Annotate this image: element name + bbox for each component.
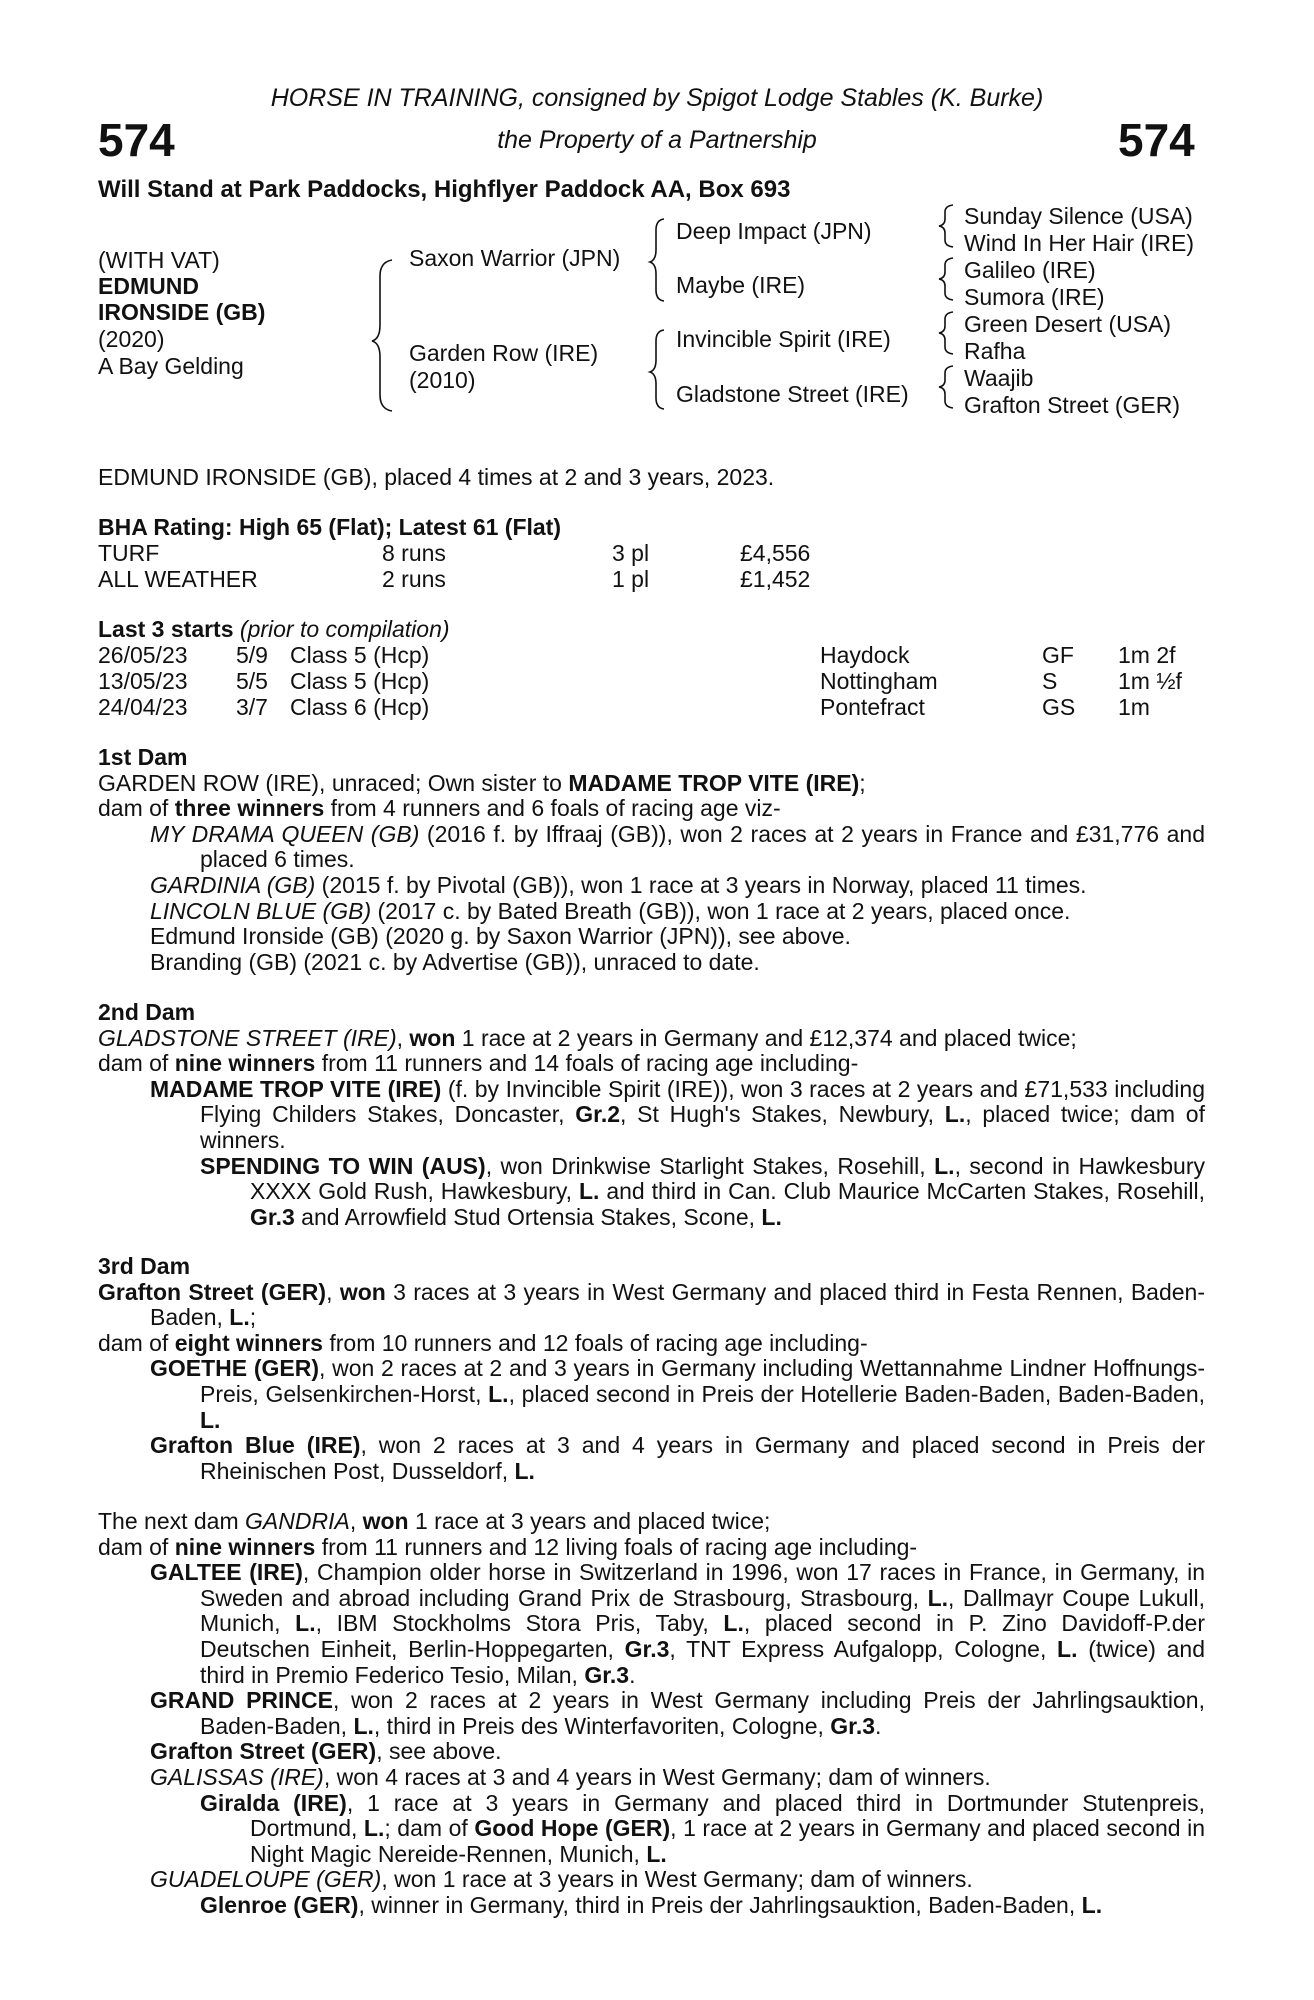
start-race: Class 5 (Hcp) xyxy=(290,668,430,694)
produce-entry: Grafton Street (GER), see above. xyxy=(150,1738,502,1765)
race-summary: EDMUND IRONSIDE (GB), placed 4 times at 2 and 3 years, 2023. xyxy=(98,464,775,490)
produce-entry: GARDINIA (GB) (2015 f. by Pivotal (GB)), won 1 race at 3 years in Norway, placed 11 times. xyxy=(150,871,1087,898)
produce-entry: SPENDING TO WIN (AUS), won Drinkwise Starlight Stakes, Rosehill, L., second in Hawkesbury XXXX Gold Rush, Hawkesbury, L. and third in Can. Club Maurice McCarten Stakes, Rosehill, Gr.3 and Arrowfield Stud Ortensia Stakes, Scone, L. xyxy=(200,1152,1205,1230)
start-date: 26/05/23 xyxy=(98,642,188,668)
produce-entry: MY DRAMA QUEEN (GB) (2016 f. by Iffraaj (GB)), won 2 races at 2 years in France and £31,776 and placed 6 times. xyxy=(150,820,1205,873)
ratings-earnings: £4,556 xyxy=(740,540,811,566)
start-course: Haydock xyxy=(820,642,910,668)
stand-location: Will Stand at Park Paddocks, Highflyer Paddock AA, Box 693 xyxy=(98,176,791,203)
horse-year: (2020) xyxy=(98,326,165,352)
g3-sire-sire-dam: Wind In Her Hair (IRE) xyxy=(964,230,1195,256)
horse-description: A Bay Gelding xyxy=(98,353,244,379)
start-distance: 1m xyxy=(1118,694,1150,720)
last-starts-heading xyxy=(98,617,450,643)
second-dam-produce-summary: dam of nine winners from 11 runners and 14 foals of racing age including- xyxy=(98,1050,859,1077)
start-position: 5/9 xyxy=(236,642,268,668)
produce-entry: GOETHE (GER), won 2 races at 2 and 3 years in Germany including Wettannahme Lindner Hoffnungs-Preis, Gelsenkirchen-Horst, L., placed second in Preis der Hotellerie Baden-Baden, Baden-Baden, L. xyxy=(150,1355,1206,1433)
start-distance: 1m 2f xyxy=(1118,642,1176,668)
third-dam-line: Grafton Street (GER), won 3 races at 3 years in West Germany and placed third in Festa Rennen, Baden-Baden, L.; xyxy=(98,1278,1206,1331)
start-going: GF xyxy=(1042,642,1074,668)
sire: Saxon Warrior (JPN) xyxy=(409,245,621,271)
dam-dam: Gladstone Street (IRE) xyxy=(676,381,909,407)
next-dam-section xyxy=(98,1509,1205,1919)
produce-entry: GRAND PRINCE, won 2 races at 2 years in West Germany including Preis der Jahrlingsauktion, Baden-Baden, L., third in Preis des Winterfavoriten, Cologne, Gr.3. xyxy=(150,1687,1205,1739)
produce-entry: MADAME TROP VITE (IRE) (f. by Invincible Spirit (IRE)), won 3 races at 2 years and £71,533 including Flying Childers Stakes, Doncaster, Gr.2, St Hugh's Stakes, Newbury, L., placed twice; dam of winners. xyxy=(150,1075,1205,1153)
third-dam-section xyxy=(98,1254,1205,1484)
produce-entry: GALTEE (IRE), Champion older horse in Switzerland in 1996, won 17 races in France, in Germany, in Sweden and abroad including Grand Prix de Strasbourg, Strasbourg, L., Dallmayr Coupe Lukull, Munich, L., IBM Stockholms Stora Pris, Taby, L., placed second in P. Zino Davidoff-P.der Deutschen Einheit, Berlin-Hoppegarten, Gr.3, TNT Express Aufgalopp, Cologne, L. (twice) and third in Premio Federico Tesio, Milan, Gr.3. xyxy=(150,1559,1205,1688)
catalogue-subtitle: the Property of a Partnership xyxy=(497,126,817,154)
horse-name-line2: IRONSIDE (GB) xyxy=(98,299,266,325)
dam: Garden Row (IRE) xyxy=(409,340,599,366)
first-dam-line: GARDEN ROW (IRE), unraced; Own sister to MADAME TROP VITE (IRE); xyxy=(98,769,866,796)
bha-rating: BHA Rating: High 65 (Flat); Latest 61 (Flat) xyxy=(98,514,561,540)
second-dam-section xyxy=(98,1000,1205,1230)
g3-sire-dam-sire: Galileo (IRE) xyxy=(964,257,1096,283)
produce-entry: GUADELOUPE (GER), won 1 race at 3 years in West Germany; dam of winners. xyxy=(150,1866,973,1893)
ratings-placed: 3 pl xyxy=(612,540,650,566)
horse-name-line1: EDMUND xyxy=(98,273,199,299)
next-dam-line: The next dam GANDRIA, won 1 race at 3 years and placed twice; xyxy=(98,1508,771,1534)
produce-entry: Glenroe (GER), winner in Germany, third in Preis der Jahrlingsauktion, Baden-Baden, L. xyxy=(200,1891,1103,1918)
ratings-placed: 1 pl xyxy=(612,566,650,592)
start-race: Class 5 (Hcp) xyxy=(290,642,430,668)
start-distance: 1m ½f xyxy=(1118,668,1182,694)
first-dam-produce-summary: dam of three winners from 4 runners and 6 foals of racing age viz- xyxy=(98,795,781,822)
produce-entry: GALISSAS (IRE), won 4 races at 3 and 4 years in West Germany; dam of winners. xyxy=(150,1763,991,1790)
third-dam-heading: 3rd Dam xyxy=(98,1253,191,1279)
start-date: 13/05/23 xyxy=(98,668,188,694)
start-course: Nottingham xyxy=(820,668,938,694)
start-date: 24/04/23 xyxy=(98,694,188,720)
second-dam-heading: 2nd Dam xyxy=(98,999,196,1025)
g3-dam-dam-dam: Grafton Street (GER) xyxy=(964,392,1181,418)
second-dam-line: GLADSTONE STREET (IRE), won 1 race at 2 years in Germany and £12,374 and placed twice; xyxy=(98,1024,1077,1051)
start-going: GS xyxy=(1042,694,1076,720)
sire-dam: Maybe (IRE) xyxy=(676,272,806,298)
catalogue-title: HORSE IN TRAINING, consigned by Spigot Lodge Stables (K. Burke) xyxy=(270,84,1044,112)
produce-entry: Giralda (IRE), 1 race at 3 years in Germany and placed third in Dortmunder Stutenpreis, Dortmund, L.; dam of Good Hope (GER), 1 race at 2 years in Germany and placed second in Night Magic Nereide-Rennen, Munich, L. xyxy=(200,1789,1206,1867)
g3-sire-sire-sire: Sunday Silence (USA) xyxy=(964,203,1193,229)
produce-entry: Grafton Blue (IRE), won 2 races at 3 and 4 years in Germany and placed second in Preis der Rheinischen Post, Dusseldorf, L. xyxy=(150,1432,1205,1484)
g3-dam-sire-sire: Green Desert (USA) xyxy=(964,311,1172,337)
start-position: 5/5 xyxy=(236,668,268,694)
dam-sire: Invincible Spirit (IRE) xyxy=(676,326,891,352)
next-dam-produce-summary: dam of nine winners from 11 runners and 12 living foals of racing age including- xyxy=(98,1533,918,1560)
produce-entry: Edmund Ironside (GB) (2020 g. by Saxon Warrior (JPN)), see above. xyxy=(150,923,851,950)
g3-dam-dam-sire: Waajib xyxy=(964,365,1034,391)
g3-sire-dam-dam: Sumora (IRE) xyxy=(964,284,1105,310)
lot-number-left: 574 xyxy=(98,114,175,166)
start-course: Pontefract xyxy=(820,694,925,720)
ratings-surface: ALL WEATHER xyxy=(98,566,258,592)
ratings-runs: 8 runs xyxy=(382,540,446,566)
start-position: 3/7 xyxy=(236,694,268,720)
produce-entry: LINCOLN BLUE (GB) (2017 c. by Bated Breath (GB)), won 1 race at 2 years, placed once. xyxy=(150,897,1071,924)
last-starts-title: Last 3 starts xyxy=(98,616,234,642)
dam-year: (2010) xyxy=(409,367,476,393)
sire-sire: Deep Impact (JPN) xyxy=(676,218,872,244)
first-dam-heading: 1st Dam xyxy=(98,744,188,770)
produce-entry: Branding (GB) (2021 c. by Advertise (GB)), unraced to date. xyxy=(150,948,760,975)
g3-dam-sire-dam: Rafha xyxy=(964,338,1026,364)
vat-note: (WITH VAT) xyxy=(98,247,220,273)
ratings-runs: 2 runs xyxy=(382,566,446,592)
start-going: S xyxy=(1042,668,1058,694)
start-race: Class 6 (Hcp) xyxy=(290,694,430,720)
last-starts-note: (prior to compilation) xyxy=(239,616,450,642)
third-dam-produce-summary: dam of eight winners from 10 runners and 12 foals of racing age including- xyxy=(98,1329,868,1356)
lot-number-right: 574 xyxy=(1118,114,1195,166)
first-dam-section xyxy=(98,745,1205,975)
ratings-surface: TURF xyxy=(98,540,160,566)
ratings-earnings: £1,452 xyxy=(740,566,811,592)
